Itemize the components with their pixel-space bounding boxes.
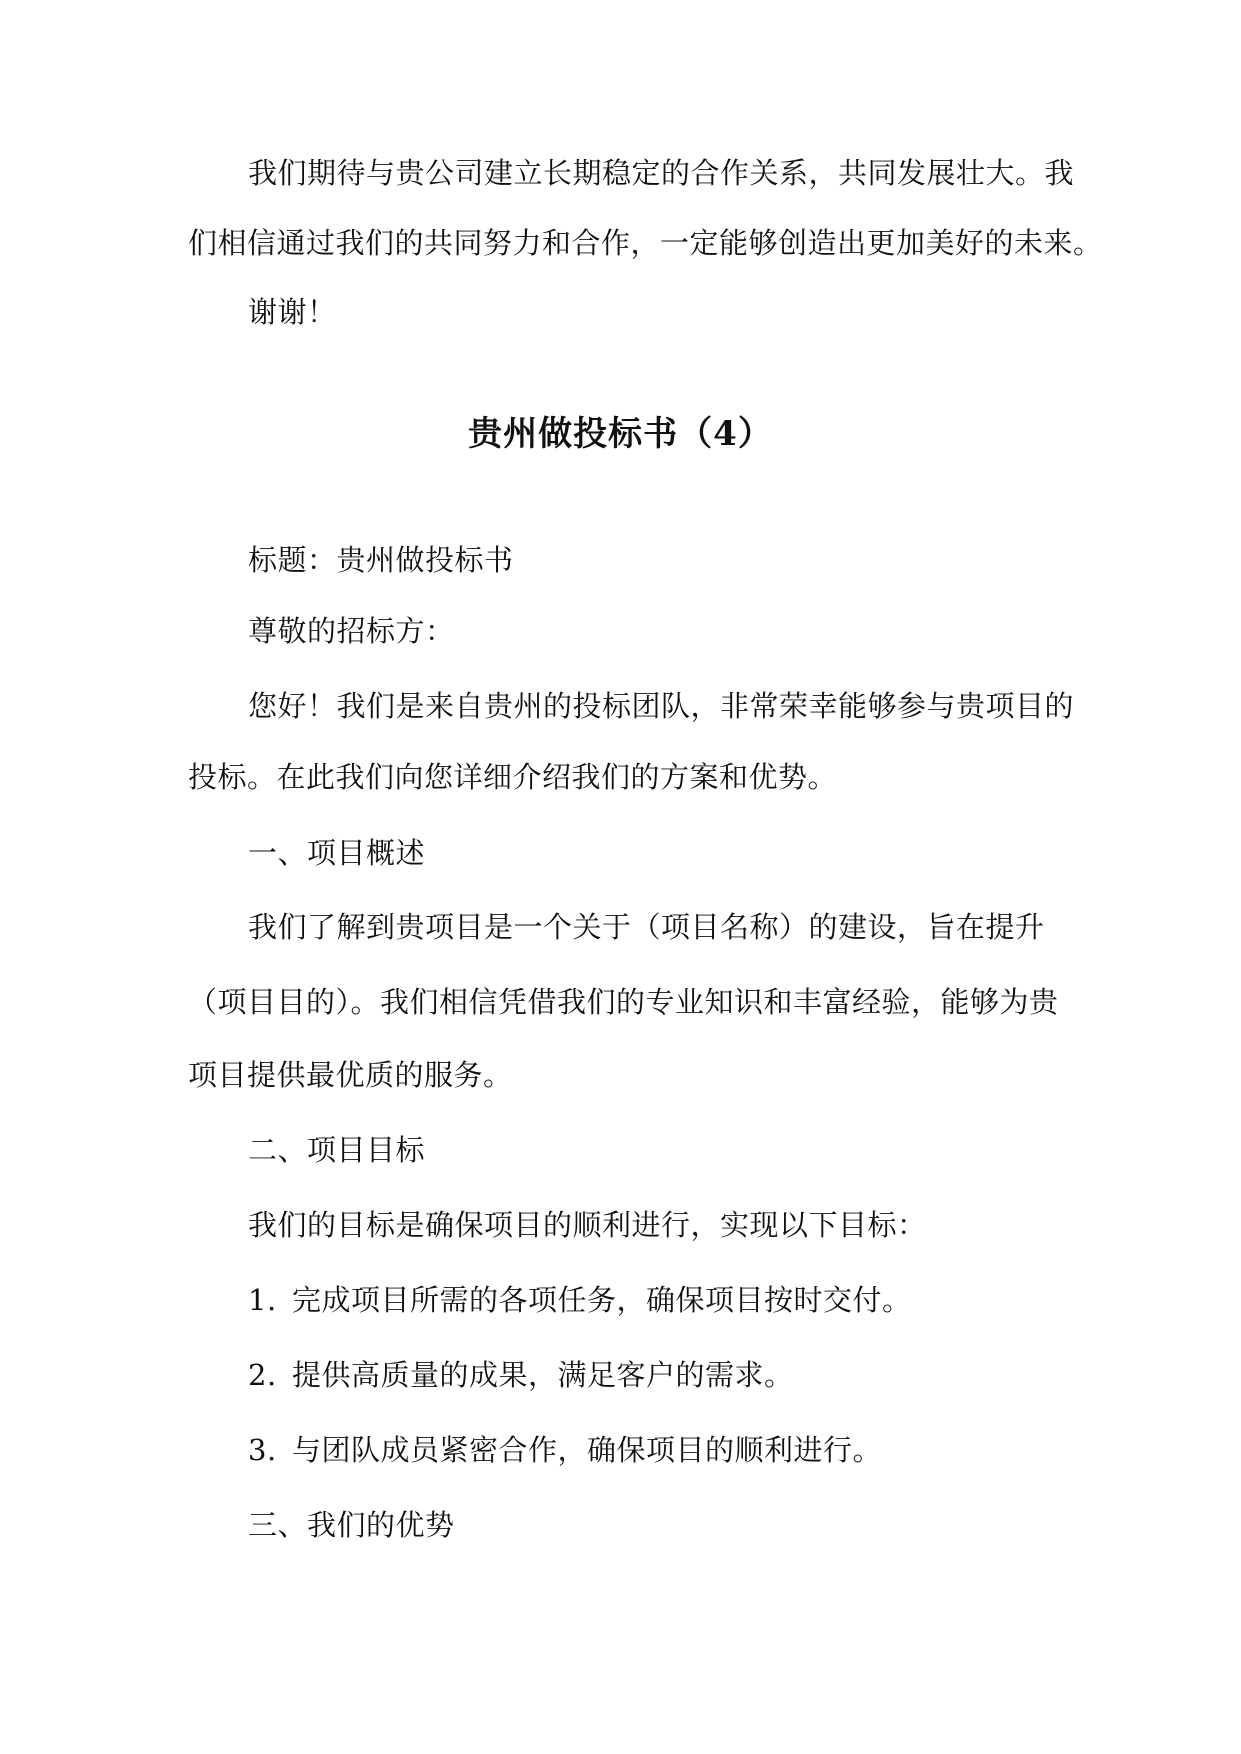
goal-text: 与团队成员紧密合作，确保项目的顺利进行。 (292, 1433, 883, 1467)
overview-line-2: （项目目的）。我们相信凭借我们的专业知识和丰富经验，能够为贵 (188, 985, 1059, 1019)
goal-text: 提供高质量的成果，满足客户的需求。 (292, 1358, 794, 1392)
goal-item (248, 1280, 912, 1320)
overview-line-1: 我们了解到贵项目是一个关于（项目名称）的建设，旨在提升 (248, 910, 1045, 944)
overview-line-3: 项目提供最优质的服务。 (188, 1058, 513, 1092)
thanks-text: 谢谢！ (248, 295, 337, 329)
paragraph-closing-line-2: 们相信通过我们的共同努力和合作，一定能够创造出更加美好的未来。 (188, 226, 1103, 260)
goal-item (248, 1430, 882, 1470)
label-title: 标题：贵州做投标书 (248, 543, 514, 577)
heading-advantages: 三、我们的优势 (248, 1508, 455, 1542)
intro-line-1: 您好！我们是来自贵州的投标团队，非常荣幸能够参与贵项目的 (248, 689, 1075, 723)
section-title: 贵州做投标书（4） (468, 414, 773, 454)
goal-number: 3. (248, 1433, 277, 1467)
heading-overview: 一、项目概述 (248, 836, 426, 870)
heading-goals: 二、项目目标 (248, 1133, 426, 1167)
goal-number: 1. (248, 1283, 277, 1317)
goal-text: 完成项目所需的各项任务，确保项目按时交付。 (292, 1283, 912, 1317)
paragraph-closing-line-1: 我们期待与贵公司建立长期稳定的合作关系，共同发展壮大。我 (248, 156, 1075, 190)
salutation: 尊敬的招标方： (248, 614, 455, 648)
goals-intro: 我们的目标是确保项目的顺利进行，实现以下目标： (248, 1208, 927, 1242)
intro-line-2: 投标。在此我们向您详细介绍我们的方案和优势。 (188, 760, 838, 794)
goal-number: 2. (248, 1358, 277, 1392)
goal-item (248, 1355, 794, 1395)
